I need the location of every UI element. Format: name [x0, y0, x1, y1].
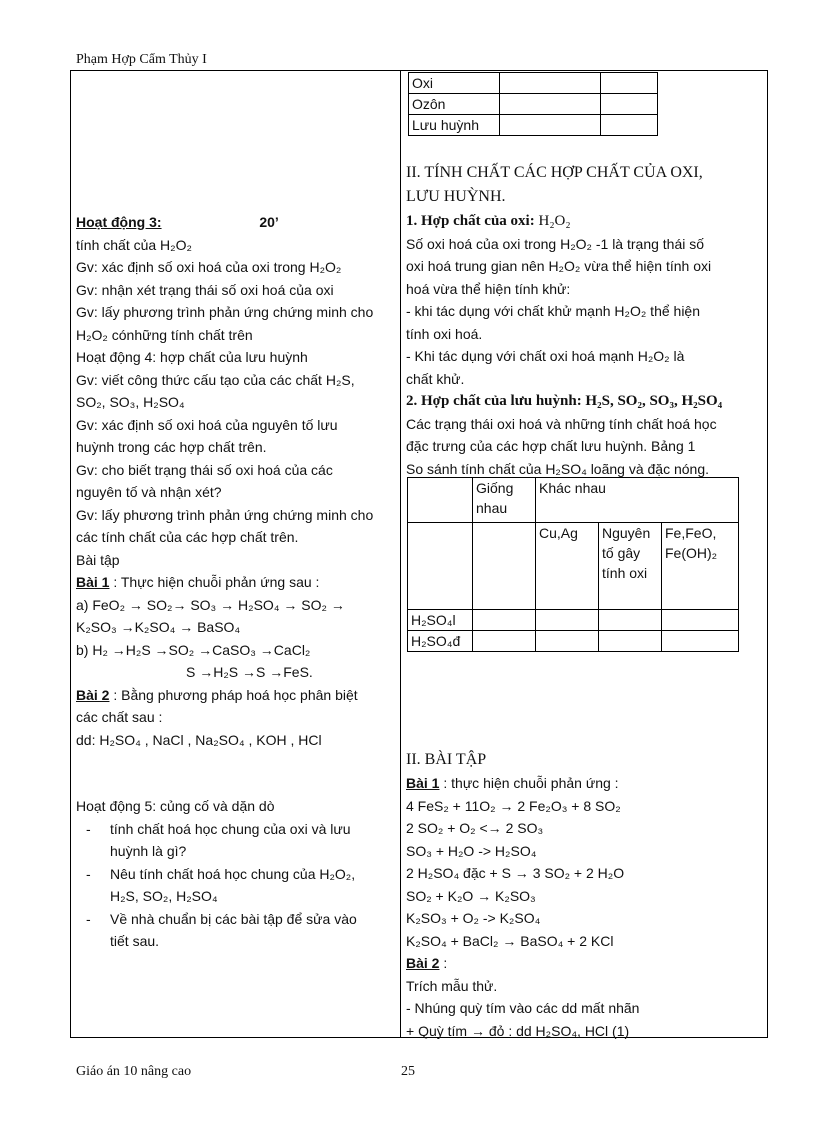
column-divider: [400, 70, 401, 1038]
text-line: đặc trưng của các hợp chất lưu huỳnh. Bảng 1: [406, 438, 696, 454]
section-title: II. BÀI TẬP: [406, 751, 487, 768]
row-label: H₂SO₄l: [408, 610, 473, 631]
list-item: - Nêu tính chất hoá học chung của H₂O₂, H₂S, SO₂, H₂SO₄: [76, 863, 396, 908]
list-item: - tính chất hoá học chung của oxi và lưu huỳnh là gì?: [76, 818, 396, 863]
row-label: H₂SO₄đ: [408, 631, 473, 652]
text-line: - khi tác dụng với chất khử mạnh H₂O₂ thể hiện: [406, 303, 701, 319]
reaction-chain: K₂SO₃ →K₂SO₄ → BaSO₄: [76, 619, 241, 635]
equation: K₂SO₃ + O₂ -> K₂SO₄: [406, 910, 541, 926]
text-line: Gv: lấy phương trình phản ứng chứng minh cho: [76, 304, 374, 320]
header-same: Giống nhau: [473, 478, 536, 523]
text-line: Số oxi hoá của oxi trong H₂O₂ -1 là trạng thái số: [406, 235, 705, 252]
text-line: Gv: cho biết trạng thái số oxi hoá của các: [76, 461, 333, 478]
text-line: Gv: xác định số oxi hoá của nguyên tố lưu: [76, 416, 338, 433]
reaction-chain: a) FeO₂ → SO₂→ SO₃ → H₂SO₄ → SO₂ →: [76, 596, 345, 613]
subsection-title: 2. Hợp chất của lưu huỳnh: H₂S, SO₂, SO₃, H₂SO₄: [406, 393, 723, 409]
exercise2-heading: Bài 2 :: [406, 955, 448, 971]
element-name: Ozôn: [409, 94, 500, 115]
equation: 2 H₂SO₄ đặc + S → 3 SO₂ + 2 H₂O: [406, 865, 625, 881]
lesson-content-column: [406, 161, 764, 480]
text-line: + Quỳ tím → đỏ : dd H₂SO₄, HCl (1): [406, 1022, 630, 1039]
activity3-heading: Hoạt động 3: 20’: [76, 214, 279, 230]
text-line: SO₂, SO₃, H₂SO₄: [76, 394, 185, 410]
equation: SO₂ + K₂O → K₂SO₃: [406, 887, 536, 904]
text-line: So sánh tính chất của H₂SO₄ loãng và đặc nóng.: [406, 460, 710, 477]
exercises-heading: Bài tập: [76, 551, 120, 568]
subheader-element: Nguyên tố gây tính oxi: [599, 523, 662, 610]
text-line: chất khử.: [406, 370, 465, 387]
elements-table: [408, 72, 658, 136]
text-line: tính chất của H₂O₂: [76, 236, 192, 253]
activity4-heading: Hoạt động 4: hợp chất của lưu huỳnh: [76, 349, 308, 365]
text-line: nguyên tố và nhận xét?: [76, 484, 222, 500]
equation: SO₃ + H₂O -> H₂SO₄: [406, 842, 537, 859]
subheader-cu-ag: Cu,Ag: [536, 523, 599, 610]
page-header: Phạm Hợp Cẩm Thủy I: [76, 52, 207, 67]
table-row: [408, 631, 739, 652]
subheader-fe: Fe,FeO, Fe(OH)₂: [662, 523, 739, 610]
table-row: [408, 478, 739, 523]
subsection-title: 1. Hợp chất của oxi: H₂O₂: [406, 213, 571, 229]
comparison-table: [407, 477, 739, 652]
exercise2-heading: Bài 2 : Bằng phương pháp hoá học phân biệt: [76, 686, 358, 703]
section-title: II. TÍNH CHẤT CÁC HỢP CHẤT CỦA OXI, LƯU HUỲNH.: [406, 164, 703, 205]
table-row: [408, 610, 739, 631]
text-line: Gv: lấy phương trình phản ứng chứng minh cho: [76, 506, 374, 523]
equation: 4 FeS₂ + 11O₂ → 2 Fe₂O₃ + 8 SO₂: [406, 797, 621, 814]
page-number: 25: [401, 1064, 415, 1079]
teacher-activities-column: [76, 211, 396, 953]
exercise1-heading: Bài 1 : Thực hiện chuỗi phản ứng sau :: [76, 574, 320, 590]
text-line: Gv: nhận xét trạng thái số oxi hoá của oxi: [76, 281, 334, 298]
text-line: Các trạng thái oxi hoá và những tính chất hoá học: [406, 415, 717, 432]
list-item: - Về nhà chuẩn bị các bài tập để sửa vào tiết sau.: [76, 908, 396, 953]
text-line: Trích mẫu thử.: [406, 977, 498, 994]
text-line: dd: H₂SO₄ , NaCl , Na₂SO₄ , KOH , HCl: [76, 731, 322, 748]
table-row: [408, 523, 739, 610]
table-row: [409, 94, 658, 115]
text-line: huỳnh trong các hợp chất trên.: [76, 439, 267, 455]
text-line: H₂O₂ cónhững tính chất trên: [76, 326, 253, 343]
text-line: các tính chất của các hợp chất trên.: [76, 529, 299, 545]
reaction-chain: S →H₂S →S →FeS.: [186, 664, 313, 680]
text-line: hoá vừa thể hiện tính khử:: [406, 280, 571, 297]
text-line: tính oxi hoá.: [406, 325, 483, 342]
exercise-solutions: [406, 748, 764, 1042]
equation: 2 SO₂ + O₂ <→ 2 SO₃: [406, 820, 544, 836]
text-line: Gv: viết công thức cấu tạo của các chất H₂S,: [76, 371, 355, 388]
text-line: Gv: xác định số oxi hoá của oxi trong H₂O₂: [76, 259, 342, 275]
reaction-chain: b) H₂ →H₂S →SO₂ →CaSO₃ →CaCl₂: [76, 641, 311, 658]
text-line: - Khi tác dụng với chất oxi hoá mạnh H₂O₂ là: [406, 348, 685, 364]
footer-title: Giáo án 10 nâng cao: [76, 1064, 192, 1079]
element-name: Oxi: [409, 73, 500, 94]
text-line: oxi hoá trung gian nên H₂O₂ vừa thể hiện tính oxi: [406, 258, 712, 274]
element-name: Lưu huỳnh: [409, 115, 500, 136]
equation: K₂SO₄ + BaCl₂ → BaSO₄ + 2 KCl: [406, 932, 614, 949]
table-row: [409, 73, 658, 94]
exercise1-heading: Bài 1 : thực hiện chuỗi phản ứng :: [406, 775, 619, 791]
activity5-heading: Hoạt động 5: củng cố và dặn dò: [76, 798, 275, 814]
table-row: [409, 115, 658, 136]
text-line: - Nhúng quỳ tím vào các dd mất nhãn: [406, 1000, 640, 1016]
header-diff: Khác nhau: [536, 478, 739, 523]
text-line: các chất sau :: [76, 709, 163, 725]
